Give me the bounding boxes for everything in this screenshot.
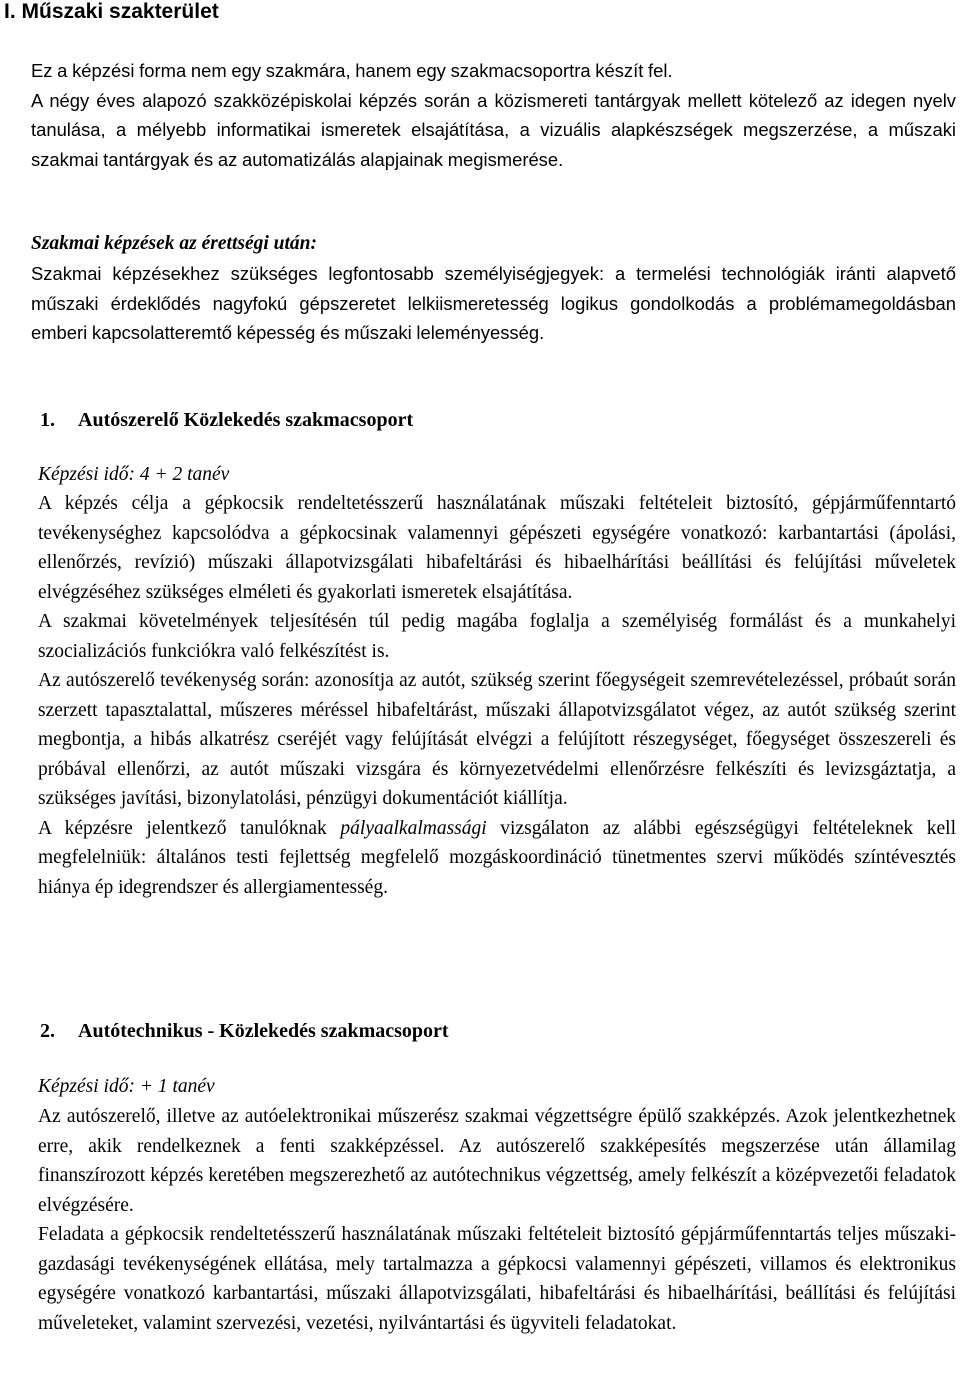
intro-first-line: Ez a képzési forma nem egy szakmára, hanem egy szakmacsoportra készít fel. [31, 60, 673, 81]
post-matura-heading: Szakmai képzések az érettségi után: [31, 233, 317, 254]
section-2-paragraph-1: Az autószerelő, illetve az autóelektronikai műszerész szakmai végzettségre épülő szakképzés. Azok jelentkezhetnek erre, akik rendelkeznek a fenti szakképzéssel. Az autószerelő szakképesítés megszerzése után államilag finanszírozott képzés keretében megszerezhető az autótechnikus végzettség, amely felkészít a középvezetői feladatok elvégzésére. [38, 1106, 956, 1216]
section-1-paragraph-4-emphasis: pályaalkalmassági [340, 817, 487, 839]
intro-section [31, 56, 956, 174]
section-1-duration: Képzési idő: 4 + 2 tanév [38, 464, 230, 485]
section-1-paragraph-1: A képzés célja a gépkocsik rendeltetésszerű használatának műszaki feltételeit biztosító, gépjárműfenntartó tevékenységhez kapcsolódva a gépkocsinak valamennyi gépészeti egységére vonatkozó: karbantartási (ápolási, ellenőrzés, revízió) műszaki állapotvizsgálati hibafeltárási és hibaelhárítási beállítási és felújítási műveletek elvégzéséhez szükséges elméleti és gyakorlati ismeretek elsajátítása. [38, 493, 956, 603]
intro-paragraph: A négy éves alapozó szakközépiskolai képzés során a közismereti tantárgyak mellett kötelező az idegen nyelv tanulása, a mélyebb informatikai ismeretek elsajátítása, a vizuális alapkészségek megszerzése, a műszaki szakmai tantárgyak és az automatizálás alapjainak megismerése. [31, 89, 956, 170]
section-1-title-text: Autószerelő Közlekedés szakmacsoport [78, 409, 414, 431]
section-2-title-text: Autótechnikus - Közlekedés szakmacsoport [78, 1020, 449, 1042]
section-1-paragraph-3: Az autószerelő tevékenység során: azonosítja az autót, szükség szerint főegységeit szemrevételezéssel, próbaút során szerzett tapasztalattal, műszeres méréssel hibafeltárást, műszaki állapotvizsgálatot végez, az autót szükség szerint megbontja, a hibás alkatrész cseréjét vagy felújítását elvégzi a felújított részegységet, főegységet összeszereli és próbával ellenőrzi, az autót műszaki vizsgára és környezetvédelmi ellenőrzésre felkészíti és levizsgáztatja, a szükséges javítási, bizonylatolási, pénzügyi dokumentációt kiállítja. [38, 670, 956, 809]
page-heading: I. Műszaki szakterület [4, 0, 219, 23]
section-1-title [40, 405, 413, 435]
post-matura-paragraph: Szakmai képzésekhez szükséges legfontosabb személyiségjegyek: a termelési technológiák iránti alapvető műszaki érdeklődés nagyfokú gépszeretet lelkiismeretesség logikus gondolkodás a problémamegoldásban emberi kapcsolatteremtő képesség és műszaki leleményesség. [31, 263, 956, 343]
section-1-paragraph-4-end: vizsgálaton az alábbi egészségügyi feltételeknek kell megfelelniük: általános testi fejlettség megfelelő mozgáskoordináció tünetmentes szervi működés színtévesztés hiánya ép idegrendszer és allergiamentesség. [38, 817, 956, 898]
section-2-title [40, 1016, 449, 1046]
section-2-paragraph-2: Feladata a gépkocsik rendeltetésszerű használatának műszaki feltételeit biztosító gépjárműfenntartás teljes műszaki-gazdasági tevékenységének ellátása, mely tartalmazza a gépkocsi valamennyi gépészeti, villamos és elektronikus egységére vonatkozó karbantartási, műszaki állapotvizsgálati, hibafeltárási és hibaelhárítási, beállítási és felújítási műveleteket, valamint szervezési, vezetési, nyilvántartási és ügyviteli feladatokat. [38, 1224, 956, 1334]
section-1-number: 1. [40, 409, 55, 431]
section-1-body [38, 489, 956, 902]
section-2-body [38, 1102, 956, 1338]
section-1-paragraph-2: A szakmai követelmények teljesítésén túl pedig magába foglalja a személyiség formálást és a munkahelyi szocializációs funkciókra való felkészítést is. [38, 611, 956, 662]
section-2-duration: Képzési idő: + 1 tanév [38, 1076, 215, 1097]
section-1-paragraph-4-start: A képzésre jelentkező tanulóknak [38, 817, 341, 839]
section-1-paragraph-4 [38, 814, 956, 903]
section-2-number: 2. [40, 1020, 55, 1042]
